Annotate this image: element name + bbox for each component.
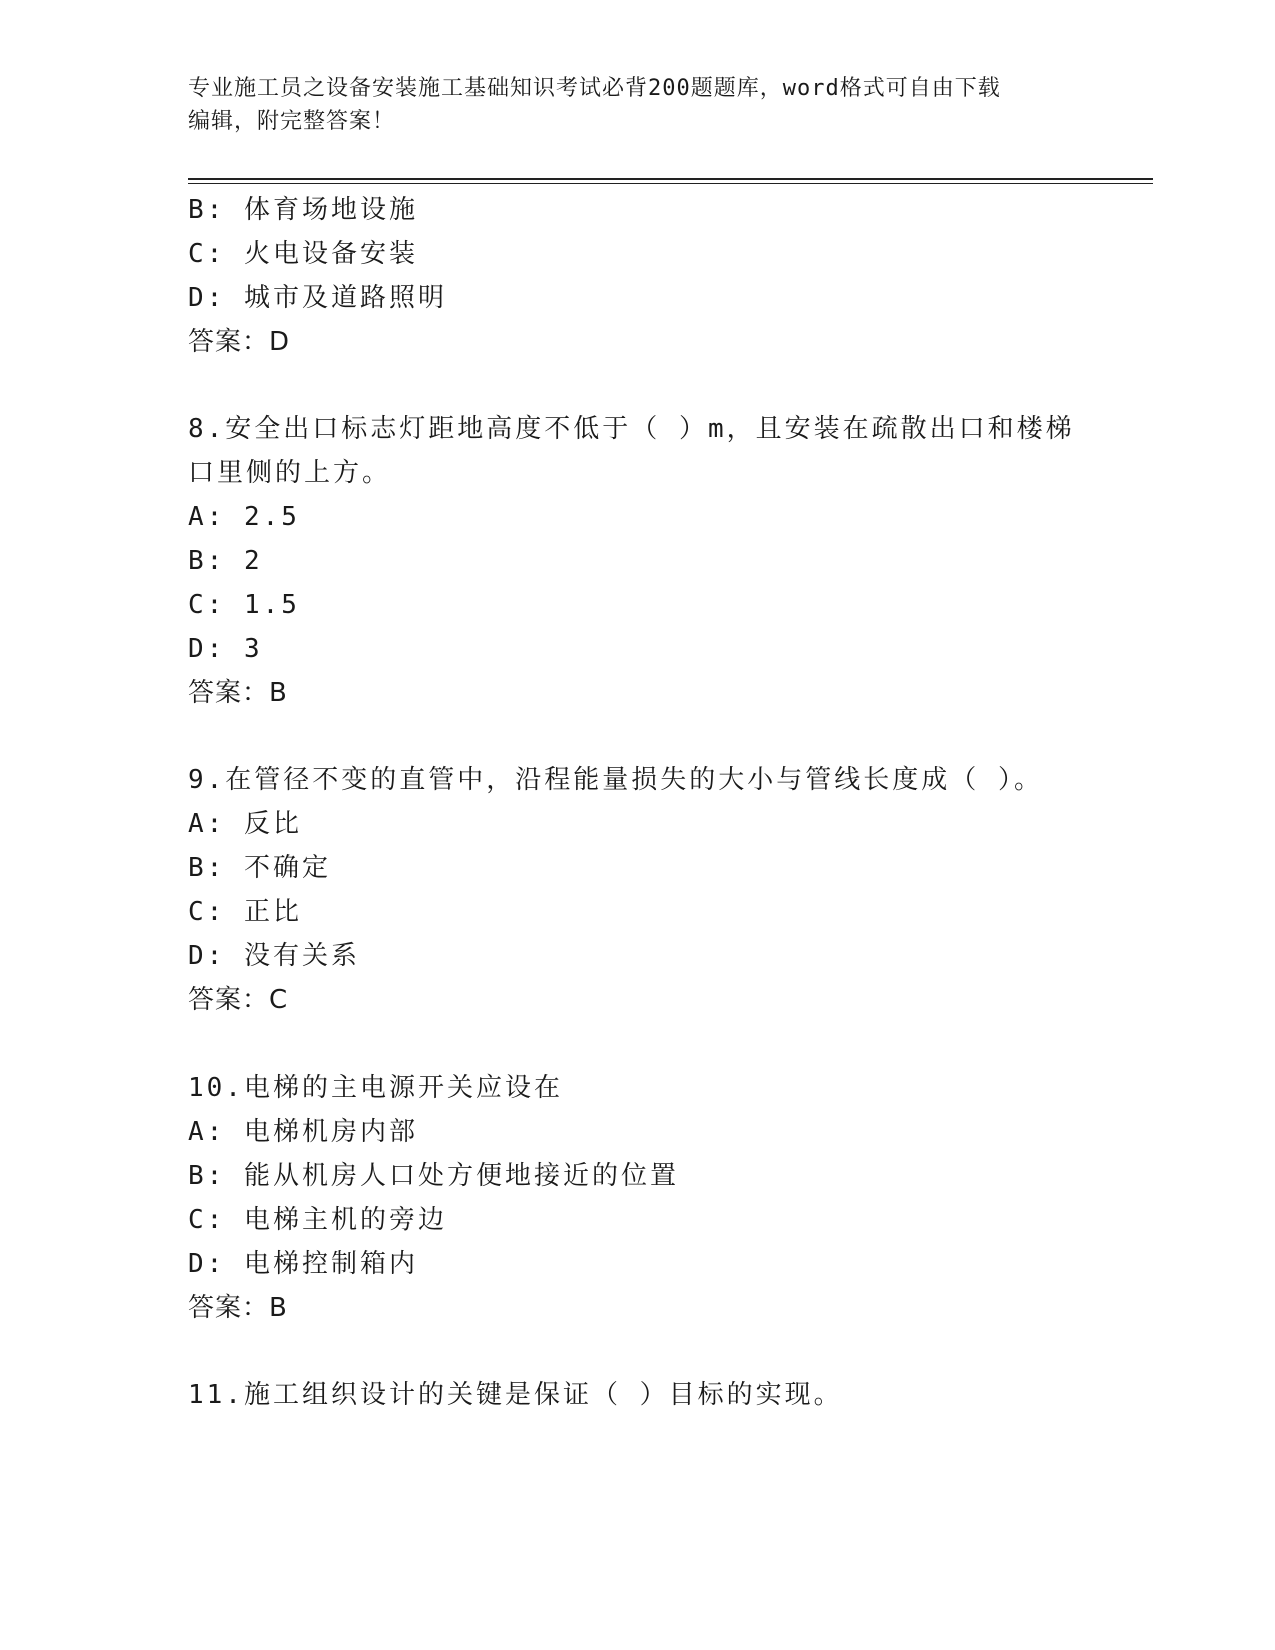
q8-stem-line-1: 8.安全出口标志灯距地高度不低于（ ）m，且安装在疏散出口和楼梯 [188,414,1075,444]
header-divider-thick [188,178,1153,180]
q10-option-b: B: 能从机房人口处方便地接近的位置 [188,1161,679,1191]
q10-option-a: A: 电梯机房内部 [188,1117,418,1147]
q7-option-b: B: 体育场地设施 [188,195,418,225]
q9-option-a: A: 反比 [188,809,302,839]
q8-option-c: C: 1.5 [188,590,300,620]
q8-answer: 答案：B [188,678,288,708]
q9-option-d: D: 没有关系 [188,941,360,971]
q9-stem: 9.在管径不变的直管中，沿程能量损失的大小与管线长度成（ ）。 [188,765,1043,795]
q9-answer: 答案：C [188,985,289,1015]
q8-option-b: B: 2 [188,546,263,576]
q10-answer: 答案：B [188,1293,288,1323]
q7-option-c: C: 火电设备安装 [188,239,418,269]
header-title-line-1: 专业施工员之设备安装施工基础知识考试必背200题题库，word格式可自由下载 [188,76,1001,101]
q10-option-c: C: 电梯主机的旁边 [188,1205,447,1235]
q7-option-d: D: 城市及道路照明 [188,283,447,313]
header-title-line-2: 编辑，附完整答案！ [188,109,396,134]
q7-answer: 答案：D [188,327,291,357]
q9-option-b: B: 不确定 [188,853,331,883]
q8-option-a: A: 2.5 [188,502,300,532]
q8-stem-line-2: 口里侧的上方。 [188,458,392,488]
document-header [188,72,1088,138]
q11-stem: 11.施工组织设计的关键是保证（ ）目标的实现。 [188,1380,843,1410]
q10-option-d: D: 电梯控制箱内 [188,1249,418,1279]
q8-option-d: D: 3 [188,634,263,664]
header-divider-thin [188,183,1153,184]
q10-stem: 10.电梯的主电源开关应设在 [188,1073,563,1103]
q9-option-c: C: 正比 [188,897,302,927]
